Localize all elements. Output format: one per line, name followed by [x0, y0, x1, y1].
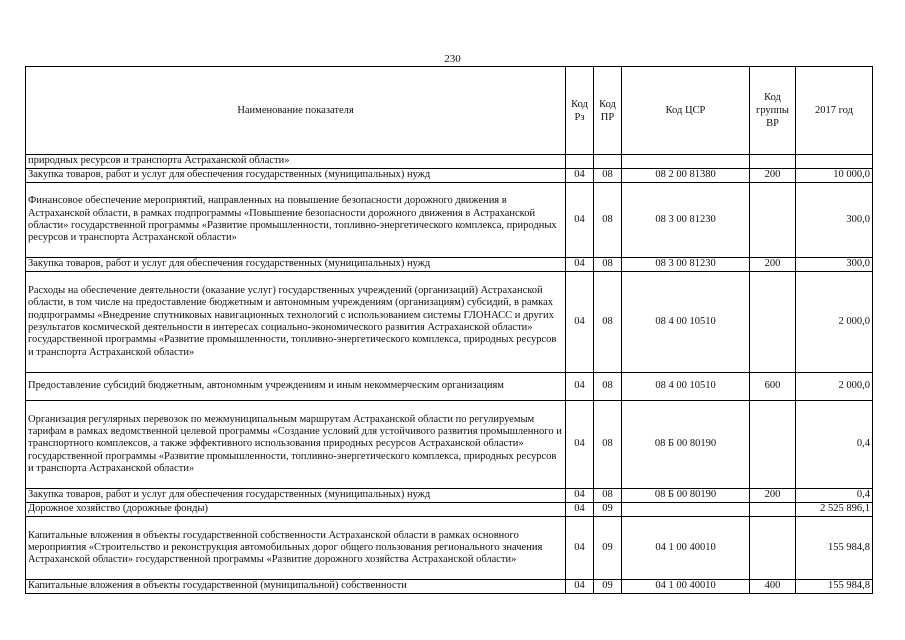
row-rz: 04 — [566, 517, 594, 580]
table-row — [26, 401, 873, 489]
header-vr: Код группы ВР — [750, 67, 796, 155]
row-rz: 04 — [566, 401, 594, 489]
row-name: Закупка товаров, работ и услуг для обеспечения государственных (муниципальных) нужд — [26, 489, 566, 503]
row-vr: 200 — [750, 489, 796, 503]
row-pr: 09 — [594, 503, 622, 517]
row-amount — [796, 155, 873, 169]
table-header-row — [26, 67, 873, 155]
row-rz: 04 — [566, 169, 594, 183]
row-vr: 200 — [750, 169, 796, 183]
row-amount: 2 000,0 — [796, 272, 873, 373]
row-vr: 400 — [750, 580, 796, 594]
row-rz: 04 — [566, 373, 594, 401]
row-pr: 08 — [594, 258, 622, 272]
row-rz: 04 — [566, 258, 594, 272]
row-pr: 08 — [594, 489, 622, 503]
table-row — [26, 373, 873, 401]
row-pr: 08 — [594, 401, 622, 489]
table-row — [26, 272, 873, 373]
row-vr — [750, 183, 796, 258]
row-name: Дорожное хозяйство (дорожные фонды) — [26, 503, 566, 517]
header-csr: Код ЦСР — [622, 67, 750, 155]
row-pr: 08 — [594, 373, 622, 401]
table-row — [26, 580, 873, 594]
row-amount: 0,4 — [796, 489, 873, 503]
row-rz: 04 — [566, 503, 594, 517]
table-row — [26, 183, 873, 258]
row-name: Закупка товаров, работ и услуг для обеспечения государственных (муниципальных) нужд — [26, 258, 566, 272]
row-vr: 200 — [750, 258, 796, 272]
row-name: Капитальные вложения в объекты государственной собственности Астраханской области в рамках основного мероприятия «Строительство и реконструкция автомобильных дорог общего пользования регионального значения Астраханской области» государственной программы «Развитие дорожного хозяйства Астраханской области» — [26, 517, 566, 580]
row-rz: 04 — [566, 272, 594, 373]
row-csr — [622, 503, 750, 517]
row-name: природных ресурсов и транспорта Астраханской области» — [26, 155, 566, 169]
row-csr: 08 Б 00 80190 — [622, 401, 750, 489]
row-amount: 2 000,0 — [796, 373, 873, 401]
table-row — [26, 517, 873, 580]
row-csr: 04 1 00 40010 — [622, 517, 750, 580]
row-vr — [750, 272, 796, 373]
row-csr: 08 3 00 81230 — [622, 258, 750, 272]
row-amount: 300,0 — [796, 258, 873, 272]
row-pr: 08 — [594, 183, 622, 258]
budget-table — [25, 66, 873, 594]
header-pr: Код ПР — [594, 67, 622, 155]
row-csr: 08 2 00 81380 — [622, 169, 750, 183]
table-row — [26, 155, 873, 169]
row-pr — [594, 155, 622, 169]
row-pr: 08 — [594, 169, 622, 183]
table-row — [26, 258, 873, 272]
row-name: Закупка товаров, работ и услуг для обеспечения государственных (муниципальных) нужд — [26, 169, 566, 183]
row-csr: 08 4 00 10510 — [622, 373, 750, 401]
row-amount: 2 525 896,1 — [796, 503, 873, 517]
row-amount: 10 000,0 — [796, 169, 873, 183]
row-rz: 04 — [566, 580, 594, 594]
table-row — [26, 503, 873, 517]
row-name: Расходы на обеспечение деятельности (оказание услуг) государственных учреждений (организаций) Астраханской области, в том числе на предоставление бюджетным и автономным учреждениям (организациям) субсидий, в рамках подпрограммы «Внедрение спутниковых навигационных технологий с использованием системы ГЛОНАСС и других результатов космической деятельности в интересах социально-экономического развития Астраханской области» государственной программы «Развитие промышленности, топливно-энергетического комплекса, природных ресурсов и транспорта Астраханской области» — [26, 272, 566, 373]
row-csr: 08 4 00 10510 — [622, 272, 750, 373]
row-rz — [566, 155, 594, 169]
row-amount: 0,4 — [796, 401, 873, 489]
row-csr: 08 Б 00 80190 — [622, 489, 750, 503]
row-amount: 155 984,8 — [796, 517, 873, 580]
table-body — [26, 155, 873, 594]
row-pr: 09 — [594, 580, 622, 594]
row-csr: 04 1 00 40010 — [622, 580, 750, 594]
row-csr: 08 3 00 81230 — [622, 183, 750, 258]
header-rz: Код Рз — [566, 67, 594, 155]
row-amount: 155 984,8 — [796, 580, 873, 594]
row-rz: 04 — [566, 183, 594, 258]
page-number: 230 — [444, 53, 461, 65]
row-pr: 09 — [594, 517, 622, 580]
row-name: Финансовое обеспечение мероприятий, направленных на повышение безопасности дорожного движения в Астраханской области, в рамках подпрограммы «Повышение безопасности дорожного движения в Астраханской области» государственной программы «Развитие промышленности, топливно-энергетического комплекса, природных ресурсов и транспорта Астраханской области» — [26, 183, 566, 258]
header-year: 2017 год — [796, 67, 873, 155]
table-row — [26, 489, 873, 503]
row-name: Капитальные вложения в объекты государственной (муниципальной) собственности — [26, 580, 566, 594]
row-vr — [750, 503, 796, 517]
row-vr — [750, 401, 796, 489]
row-vr — [750, 155, 796, 169]
row-name: Предоставление субсидий бюджетным, автономным учреждениям и иным некоммерческим организациям — [26, 373, 566, 401]
header-name: Наименование показателя — [26, 67, 566, 155]
row-vr — [750, 517, 796, 580]
row-csr — [622, 155, 750, 169]
row-rz: 04 — [566, 489, 594, 503]
table-row — [26, 169, 873, 183]
row-vr: 600 — [750, 373, 796, 401]
row-name: Организация регулярных перевозок по межмуниципальным маршрутам Астраханской области по регулируемым тарифам в рамках ведомственной целевой программы «Создание условий для устойчивого развития промышленного и транспортного комплексов, а также эффективного использования природных ресурсов Астраханской области» государственной программы «Развитие промышленности, топливно-энергетического комплекса, природных ресурсов и транспорта Астраханской области» — [26, 401, 566, 489]
row-pr: 08 — [594, 272, 622, 373]
row-amount: 300,0 — [796, 183, 873, 258]
